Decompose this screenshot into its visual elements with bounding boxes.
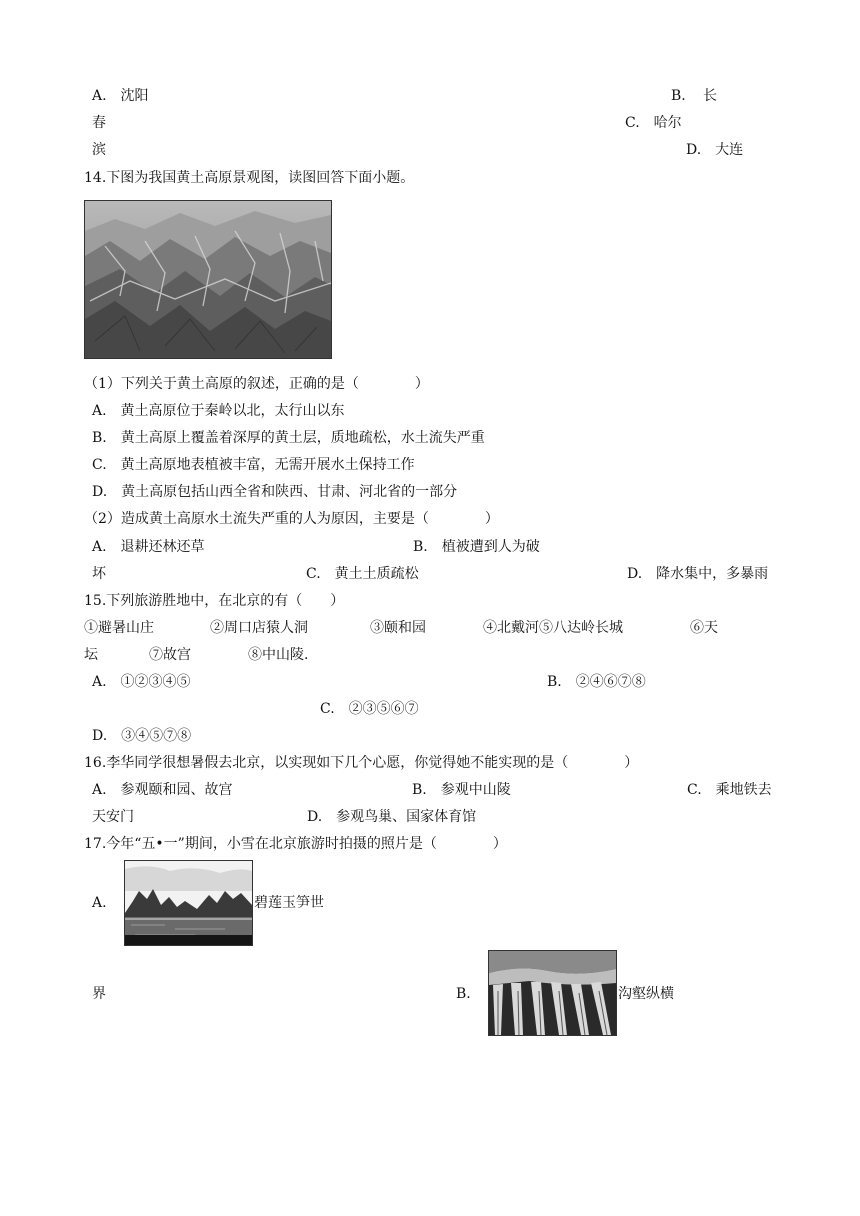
q15-item: ⑧中山陵. bbox=[248, 647, 309, 663]
q14-sub2-option-d: D. 降水集中，多暴雨 bbox=[627, 566, 769, 582]
q17-option-a-caption: 碧莲玉笋世 bbox=[254, 895, 324, 911]
q16-stem: 16.李华同学很想暑假去北京，以实现如下几个心愿，你觉得她不能实现的是（ ） bbox=[84, 755, 639, 771]
q15-item: 坛 bbox=[84, 647, 98, 663]
q13-option-c: C. 哈尔 bbox=[625, 115, 682, 131]
q14-sub1-option-d: D. 黄土高原包括山西全省和陕西、甘肃、河北省的一部分 bbox=[92, 484, 458, 500]
q15-item: ②周口店猿人洞 bbox=[210, 620, 308, 636]
q15-item: ③颐和园 bbox=[370, 620, 426, 636]
q14-sub2-option-b: B. 植被遭到人为破 bbox=[413, 539, 540, 555]
q13-option-c-wrap: 滨 bbox=[92, 142, 106, 158]
q15-option-b: B. ②④⑥⑦⑧ bbox=[547, 674, 646, 690]
q15-item: ①避暑山庄 bbox=[84, 620, 154, 636]
q14-sub1-option-b: B. 黄土高原上覆盖着深厚的黄土层，质地疏松，水土流失严重 bbox=[92, 430, 485, 446]
loess-gully-photo bbox=[488, 950, 617, 1036]
q14-stem: 14.下图为我国黄土高原景观图，读图回答下面小题。 bbox=[84, 170, 415, 186]
q14-sub2-option-c: C. 黄土土质疏松 bbox=[306, 566, 419, 582]
q13-option-b-label: B. bbox=[671, 88, 686, 104]
q15-option-d: D. ③④⑤⑦⑧ bbox=[92, 728, 192, 744]
q14-sub1-option-a: A. 黄土高原位于秦岭以北，太行山以东 bbox=[92, 403, 345, 419]
q17-stem: 17.今年“五•一”期间，小雪在北京旅游时拍摄的照片是（ ） bbox=[84, 836, 507, 852]
q14-sub1-option-c: C. 黄土高原地表植被丰富，无需开展水土保持工作 bbox=[92, 457, 415, 473]
q15-stem: 15.下列旅游胜地中，在北京的有（ ） bbox=[84, 593, 345, 609]
karst-river-photo bbox=[124, 860, 253, 946]
q15-option-a: A. ①②③④⑤ bbox=[92, 674, 191, 690]
q17-option-a-wrap: 界 bbox=[92, 986, 106, 1002]
q13-option-d: D. 大连 bbox=[686, 142, 744, 158]
loess-plateau-photo bbox=[84, 200, 332, 359]
q13-option-b-wrap: 春 bbox=[92, 115, 106, 131]
q15-item: ⑥天 bbox=[690, 620, 718, 636]
q16-option-c: C. 乘地铁去 bbox=[687, 782, 772, 798]
q16-option-b: B. 参观中山陵 bbox=[412, 782, 511, 798]
q17-option-a-label: A. bbox=[92, 895, 107, 911]
q15-item: ⑦故宫 bbox=[149, 647, 191, 663]
q13-option-a: A. 沈阳 bbox=[92, 88, 149, 104]
q16-option-a: A. 参观颐和园、故宫 bbox=[92, 782, 233, 798]
q14-sub2-stem: （2）造成黄土高原水土流失严重的人为原因，主要是（ ） bbox=[84, 511, 499, 527]
q13-option-b-text: 长 bbox=[703, 88, 717, 104]
q15-item: ④北戴河⑤八达岭长城 bbox=[483, 620, 623, 636]
q17-option-b-label: B. bbox=[456, 986, 471, 1002]
q14-sub2-option-b-wrap: 坏 bbox=[92, 566, 106, 582]
q16-option-c-wrap: 天安门 bbox=[92, 809, 134, 825]
q17-option-b-caption: 沟壑纵横 bbox=[618, 986, 674, 1002]
q16-option-d: D. 参观鸟巢、国家体育馆 bbox=[307, 809, 477, 825]
q15-option-c: C. ②③⑤⑥⑦ bbox=[320, 701, 419, 717]
q14-sub2-option-a: A. 退耕还林还草 bbox=[92, 539, 205, 555]
q14-sub1-stem: （1）下列关于黄土高原的叙述，正确的是（ ） bbox=[84, 376, 429, 392]
